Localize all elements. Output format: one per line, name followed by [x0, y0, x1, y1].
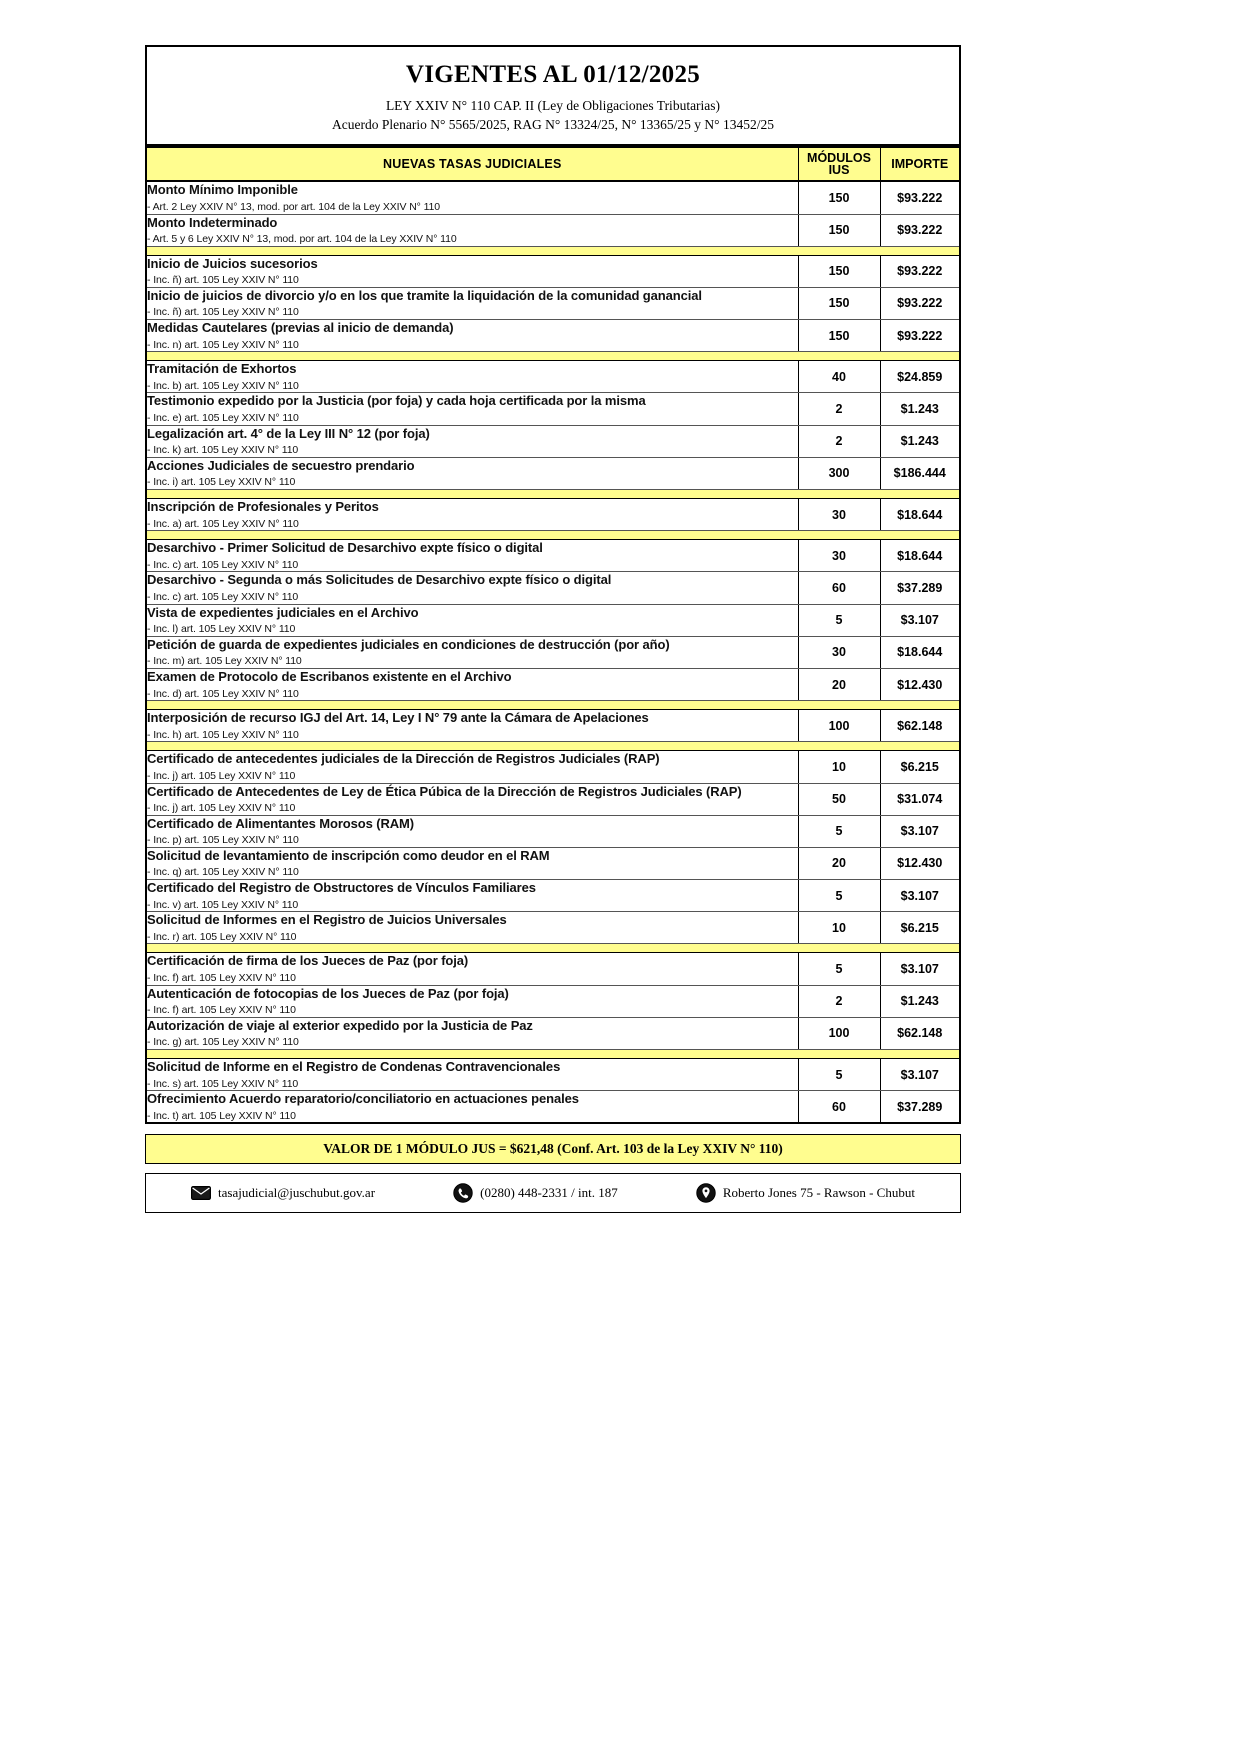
rate-modules-cell: 100	[798, 1017, 880, 1049]
rate-modules-cell: 5	[798, 1059, 880, 1091]
rate-modules-cell: 30	[798, 636, 880, 668]
table-row	[146, 499, 960, 531]
table-row	[146, 912, 960, 944]
rate-legal-reference: - Art. 5 y 6 Ley XXIV N° 13, mod. por art. 104 de la Ley XXIV N° 110	[147, 233, 457, 246]
table-row	[146, 1017, 960, 1049]
table-row	[146, 255, 960, 287]
rate-description-cell	[146, 572, 798, 604]
rate-legal-reference: - Inc. m) art. 105 Ley XXIV N° 110	[147, 655, 302, 668]
group-separator	[146, 531, 960, 540]
rate-title: Desarchivo - Primer Solicitud de Desarchivo expte físico o digital	[147, 540, 543, 556]
rate-description-cell	[146, 710, 798, 742]
rate-title: Monto Indeterminado	[147, 214, 278, 230]
group-separator	[146, 944, 960, 953]
rate-amount-cell: $6.215	[880, 751, 960, 783]
rate-modules-cell: 5	[798, 880, 880, 912]
rate-modules-cell: 20	[798, 847, 880, 879]
rate-amount-cell: $37.289	[880, 1091, 960, 1124]
module-value-banner	[145, 1134, 961, 1164]
table-row	[146, 320, 960, 352]
rate-description-cell	[146, 636, 798, 668]
rate-legal-reference: - Inc. q) art. 105 Ley XXIV N° 110	[147, 866, 299, 879]
document-subtitle-agreement: Acuerdo Plenario N° 5565/2025, RAG N° 13324/25, N° 13365/25 y N° 13452/25	[332, 117, 774, 133]
rate-legal-reference: - Inc. e) art. 105 Ley XXIV N° 110	[147, 412, 299, 425]
rate-title: Certificado de antecedentes judiciales de la Dirección de Registros Judiciales (RAP)	[147, 751, 660, 767]
group-separator-cell	[146, 742, 960, 751]
rate-amount-cell: $3.107	[880, 953, 960, 985]
rate-legal-reference: - Inc. h) art. 105 Ley XXIV N° 110	[147, 728, 299, 741]
table-row	[146, 636, 960, 668]
rate-legal-reference: - Inc. l) art. 105 Ley XXIV N° 110	[147, 623, 296, 636]
table-row	[146, 751, 960, 783]
rate-description-cell	[146, 1017, 798, 1049]
rate-description-cell	[146, 912, 798, 944]
table-row	[146, 393, 960, 425]
table-row	[146, 361, 960, 393]
rate-legal-reference: - Inc. s) art. 105 Ley XXIV N° 110	[147, 1077, 299, 1090]
table-row	[146, 572, 960, 604]
rate-legal-reference: - Inc. j) art. 105 Ley XXIV N° 110	[147, 769, 296, 782]
rate-title: Solicitud de Informe en el Registro de Condenas Contravencionales	[147, 1059, 561, 1074]
rate-modules-cell: 5	[798, 815, 880, 847]
rate-modules-cell: 150	[798, 320, 880, 352]
column-header-modules-line1: MÓDULOS	[807, 151, 871, 166]
rate-description-cell	[146, 181, 798, 214]
rate-title: Petición de guarda de expedientes judiciales en condiciones de destrucción (por año)	[147, 636, 670, 652]
rate-amount-cell: $6.215	[880, 912, 960, 944]
rate-legal-reference: - Art. 2 Ley XXIV N° 13, mod. por art. 104 de la Ley XXIV N° 110	[147, 200, 441, 213]
rate-title: Legalización art. 4° de la Ley III N° 12 (por foja)	[147, 425, 430, 441]
document-header	[145, 45, 961, 146]
rate-amount-cell: $3.107	[880, 1059, 960, 1091]
rate-title: Tramitación de Exhortos	[147, 361, 297, 377]
rate-title: Medidas Cautelares (previas al inicio de demanda)	[147, 320, 454, 336]
rate-title: Autorización de viaje al exterior expedido por la Justicia de Paz	[147, 1017, 533, 1033]
rate-modules-cell: 30	[798, 499, 880, 531]
rate-modules-cell: 150	[798, 214, 880, 246]
rate-amount-cell: $12.430	[880, 847, 960, 879]
rate-amount-cell: $3.107	[880, 604, 960, 636]
rate-amount-cell: $93.222	[880, 255, 960, 287]
document-subtitle-law: LEY XXIV N° 110 CAP. II (Ley de Obligaciones Tributarias)	[385, 98, 721, 113]
rate-amount-cell: $93.222	[880, 287, 960, 319]
rate-legal-reference: - Inc. i) art. 105 Ley XXIV N° 110	[147, 476, 296, 489]
rate-legal-reference: - Inc. r) art. 105 Ley XXIV N° 110	[147, 930, 297, 943]
rate-modules-cell: 150	[798, 255, 880, 287]
rate-modules-cell: 30	[798, 540, 880, 572]
rate-description-cell	[146, 815, 798, 847]
rate-amount-cell: $31.074	[880, 783, 960, 815]
rate-modules-cell: 40	[798, 361, 880, 393]
rate-modules-cell: 2	[798, 985, 880, 1017]
contact-phone[interactable]	[453, 1183, 618, 1203]
rate-title: Interposición de recurso IGJ del Art. 14, Ley I N° 79 ante la Cámara de Apelaciones	[147, 710, 649, 726]
group-separator-cell	[146, 531, 960, 540]
judicial-rates-table	[145, 146, 961, 1124]
rate-amount-cell: $1.243	[880, 985, 960, 1017]
rate-description-cell	[146, 847, 798, 879]
rate-title: Certificado del Registro de Obstructores de Vínculos Familiares	[147, 880, 536, 896]
rate-description-cell	[146, 1091, 798, 1124]
rate-legal-reference: - Inc. ñ) art. 105 Ley XXIV N° 110	[147, 306, 299, 319]
contact-phone-text: (0280) 448-2331 / int. 187	[480, 1185, 618, 1201]
group-separator-cell	[146, 352, 960, 361]
table-row	[146, 668, 960, 700]
rate-title: Certificado de Antecedentes de Ley de Ética Púbica de la Dirección de Registros Judiciales (RAP)	[147, 783, 742, 799]
rate-description-cell	[146, 953, 798, 985]
rate-description-cell	[146, 361, 798, 393]
group-separator-cell	[146, 1050, 960, 1059]
column-header-modules-line2: IUS	[828, 162, 850, 177]
rate-amount-cell: $18.644	[880, 636, 960, 668]
rate-modules-cell: 2	[798, 393, 880, 425]
rate-modules-cell: 5	[798, 953, 880, 985]
contact-email[interactable]	[191, 1183, 375, 1203]
group-separator	[146, 1050, 960, 1059]
rate-amount-cell: $62.148	[880, 1017, 960, 1049]
rate-description-cell	[146, 985, 798, 1017]
rate-description-cell	[146, 783, 798, 815]
column-header-modules	[798, 147, 880, 181]
rate-amount-cell: $3.107	[880, 815, 960, 847]
rate-legal-reference: - Inc. g) art. 105 Ley XXIV N° 110	[147, 1036, 299, 1049]
rate-title: Acciones Judiciales de secuestro prendario	[147, 457, 415, 473]
table-row	[146, 880, 960, 912]
rate-legal-reference: - Inc. n) art. 105 Ley XXIV N° 110	[147, 338, 299, 351]
rate-modules-cell: 100	[798, 710, 880, 742]
rate-legal-reference: - Inc. ñ) art. 105 Ley XXIV N° 110	[147, 274, 299, 287]
page-title: VIGENTES AL 01/12/2025	[405, 61, 701, 88]
rate-description-cell	[146, 668, 798, 700]
rate-legal-reference: - Inc. v) art. 105 Ley XXIV N° 110	[147, 898, 299, 911]
group-separator	[146, 352, 960, 361]
column-header-amount: IMPORTE	[880, 147, 960, 181]
rate-legal-reference: - Inc. j) art. 105 Ley XXIV N° 110	[147, 802, 296, 815]
rate-description-cell	[146, 287, 798, 319]
table-row	[146, 953, 960, 985]
rate-title: Inscripción de Profesionales y Peritos	[147, 499, 379, 514]
rate-modules-cell: 2	[798, 425, 880, 457]
rate-modules-cell: 60	[798, 572, 880, 604]
group-separator-cell	[146, 701, 960, 710]
table-row	[146, 783, 960, 815]
rate-modules-cell: 10	[798, 912, 880, 944]
table-row	[146, 540, 960, 572]
rate-legal-reference: - Inc. c) art. 105 Ley XXIV N° 110	[147, 558, 299, 571]
rate-description-cell	[146, 751, 798, 783]
table-row	[146, 181, 960, 214]
rate-modules-cell: 50	[798, 783, 880, 815]
rate-amount-cell: $3.107	[880, 880, 960, 912]
group-separator	[146, 701, 960, 710]
rate-amount-cell: $93.222	[880, 214, 960, 246]
group-separator-cell	[146, 490, 960, 499]
rate-title: Solicitud de levantamiento de inscripción como deudor en el RAM	[147, 847, 550, 863]
rate-description-cell	[146, 880, 798, 912]
rate-modules-cell: 5	[798, 604, 880, 636]
rate-modules-cell: 300	[798, 457, 880, 489]
rate-modules-cell: 20	[798, 668, 880, 700]
group-separator-cell	[146, 944, 960, 953]
rate-modules-cell: 60	[798, 1091, 880, 1124]
rate-title: Certificado de Alimentantes Morosos (RAM)	[147, 815, 415, 831]
contact-footer	[145, 1173, 961, 1213]
rate-description-cell	[146, 540, 798, 572]
rate-title: Examen de Protocolo de Escribanos existente en el Archivo	[147, 668, 512, 684]
rate-amount-cell: $18.644	[880, 499, 960, 531]
contact-email-text: tasajudicial@juschubut.gov.ar	[218, 1185, 376, 1201]
rate-legal-reference: - Inc. f) art. 105 Ley XXIV N° 110	[147, 972, 296, 985]
rate-legal-reference: - Inc. t) art. 105 Ley XXIV N° 110	[147, 1109, 296, 1122]
table-row	[146, 1059, 960, 1091]
rate-description-cell	[146, 457, 798, 489]
rate-title: Inicio de juicios de divorcio y/o en los que tramite la liquidación de la comunidad ganancial	[147, 287, 702, 303]
rate-title: Ofrecimiento Acuerdo reparatorio/conciliatorio en actuaciones penales	[147, 1091, 579, 1107]
table-row	[146, 214, 960, 246]
rate-amount-cell: $62.148	[880, 710, 960, 742]
table-body	[146, 181, 960, 1123]
rate-legal-reference: - Inc. p) art. 105 Ley XXIV N° 110	[147, 834, 299, 847]
rate-title: Monto Mínimo Imponible	[147, 182, 298, 198]
rate-description-cell	[146, 255, 798, 287]
rate-amount-cell: $186.444	[880, 457, 960, 489]
email-icon	[191, 1183, 211, 1203]
rate-legal-reference: - Inc. d) art. 105 Ley XXIV N° 110	[147, 687, 299, 700]
rate-amount-cell: $12.430	[880, 668, 960, 700]
table-row	[146, 287, 960, 319]
table-row	[146, 425, 960, 457]
table-row	[146, 847, 960, 879]
rate-amount-cell: $37.289	[880, 572, 960, 604]
rate-legal-reference: - Inc. f) art. 105 Ley XXIV N° 110	[147, 1004, 296, 1017]
rate-title: Inicio de Juicios sucesorios	[147, 255, 318, 271]
rate-description-cell	[146, 604, 798, 636]
rate-title: Certificación de firma de los Jueces de Paz (por foja)	[147, 953, 469, 969]
rate-amount-cell: $1.243	[880, 425, 960, 457]
rate-description-cell	[146, 214, 798, 246]
rate-modules-cell: 150	[798, 287, 880, 319]
rate-title: Desarchivo - Segunda o más Solicitudes de Desarchivo expte físico o digital	[147, 572, 612, 588]
rate-description-cell	[146, 320, 798, 352]
rate-description-cell	[146, 499, 798, 531]
rate-description-cell	[146, 1059, 798, 1091]
rate-description-cell	[146, 425, 798, 457]
group-separator	[146, 246, 960, 255]
rate-legal-reference: - Inc. k) art. 105 Ley XXIV N° 110	[147, 444, 299, 457]
rate-amount-cell: $24.859	[880, 361, 960, 393]
location-pin-icon	[696, 1183, 716, 1203]
rate-amount-cell: $1.243	[880, 393, 960, 425]
rate-legal-reference: - Inc. a) art. 105 Ley XXIV N° 110	[147, 517, 299, 530]
rate-title: Solicitud de Informes en el Registro de Juicios Universales	[147, 912, 507, 928]
rate-title: Autenticación de fotocopias de los Jueces de Paz (por foja)	[147, 985, 509, 1001]
rate-modules-cell: 150	[798, 181, 880, 214]
module-value-text: VALOR DE 1 MÓDULO JUS = $621,48 (Conf. Art. 103 de la Ley XXIV N° 110)	[323, 1141, 783, 1157]
contact-address[interactable]	[696, 1183, 915, 1203]
table-row	[146, 1091, 960, 1124]
rate-modules-cell: 10	[798, 751, 880, 783]
group-separator-cell	[146, 246, 960, 255]
contact-address-text: Roberto Jones 75 - Rawson - Chubut	[722, 1185, 915, 1201]
rate-title: Vista de expedientes judiciales en el Archivo	[147, 604, 419, 620]
rate-amount-cell: $93.222	[880, 320, 960, 352]
phone-icon	[453, 1183, 473, 1203]
table-row	[146, 815, 960, 847]
rate-description-cell	[146, 393, 798, 425]
rate-amount-cell: $18.644	[880, 540, 960, 572]
column-header-description: NUEVAS TASAS JUDICIALES	[146, 147, 798, 181]
table-header-row	[146, 147, 960, 181]
table-row	[146, 710, 960, 742]
table-row	[146, 985, 960, 1017]
rate-amount-cell: $93.222	[880, 181, 960, 214]
rate-legal-reference: - Inc. b) art. 105 Ley XXIV N° 110	[147, 379, 299, 392]
rates-sheet	[145, 45, 961, 1213]
rate-title: Testimonio expedido por la Justicia (por foja) y cada hoja certificada por la misma	[147, 393, 646, 409]
table-row	[146, 457, 960, 489]
table-row	[146, 604, 960, 636]
rate-legal-reference: - Inc. c) art. 105 Ley XXIV N° 110	[147, 590, 299, 603]
group-separator	[146, 490, 960, 499]
group-separator	[146, 742, 960, 751]
